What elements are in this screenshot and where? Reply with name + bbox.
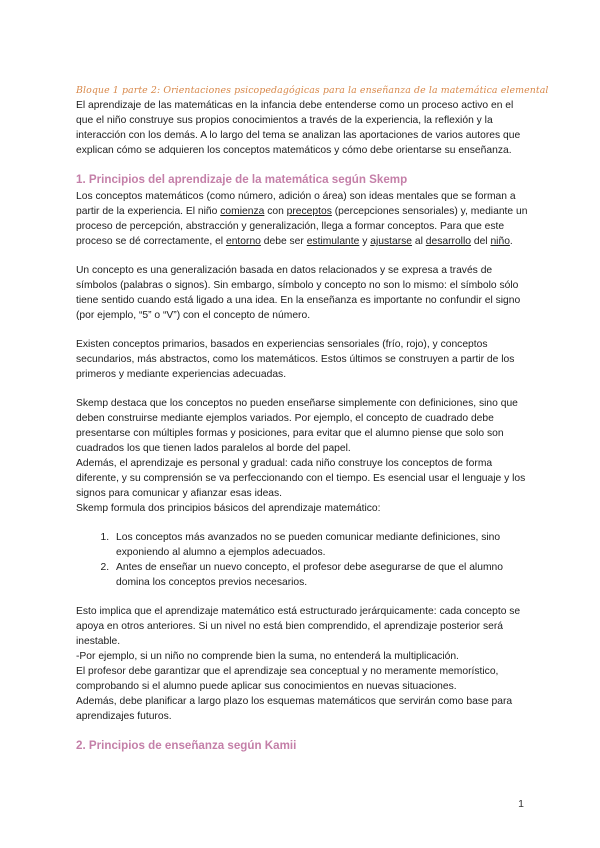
- section-1-title: 1. Principios del aprendizaje de la matemática según Skemp: [76, 173, 408, 186]
- section-1-paragraph-6: Skemp formula dos principios básicos del aprendizaje matemático:: [76, 503, 381, 514]
- list-item: 2. Antes de enseñar un nuevo concepto, el profesor debe asegurarse de que el alumno domina los conceptos previos necesarios.: [112, 560, 528, 590]
- section-1-paragraph-3: Existen conceptos primarios, basados en experiencias sensoriales (frío, rojo), y conceptos secundarios, más abstractos, como los matemáticos. Estos últimos se construyen a partir de los primeros y mediante experiencias adecuadas.: [76, 339, 515, 380]
- intro-paragraph: El aprendizaje de las matemáticas en la infancia debe entenderse como un proceso activo en el que el niño construye sus propios conocimientos a través de la experiencia, la reflexión y la interacción con los demás. A lo largo del tema se analizan las aportaciones de varios autores que explican cómo se adquieren los conceptos matemáticos y cómo debe orientarse su enseñanza.: [76, 100, 521, 156]
- section-2-title: 2. Principios de enseñanza según Kamii: [76, 739, 297, 752]
- document-header: Bloque 1 parte 2: Orientaciones psicopedagógicas para la enseñanza de la matemática elemental: [76, 85, 549, 96]
- section-1-paragraph-9: El profesor debe garantizar que el aprendizaje sea conceptual y no meramente memorístico, comprobando si el alumno puede aplicar sus conocimientos en nuevas situaciones.: [76, 666, 499, 692]
- underlined-word: entorno: [225, 236, 261, 247]
- section-1-paragraph-2: Un concepto es una generalización basada en datos relacionados y se expresa a través de símbolos (palabras o signos). Sin embargo, símbolo y concepto no son lo mismo: el símbolo sólo tiene sentido cuando está ligado a una idea. En la enseñanza es importante no confundir el signo (por ejemplo, “5” o “V”) con el concepto de número.: [76, 265, 521, 321]
- section-1-paragraph-4: Skemp destaca que los conceptos no pueden enseñarse simplemente con definiciones, sino que deben construirse mediante ejemplos variados. Por ejemplo, el concepto de cuadrado debe presentarse con múltiples formas y posiciones, para evitar que el alumno piense que solo son cuadrados los que tienen lados paralelos al borde del papel.: [76, 398, 518, 454]
- section-1-paragraph-5: Además, el aprendizaje es personal y gradual: cada niño construye los conceptos de forma diferente, y su comprensión se va perfeccionando con el tiempo. Es esencial usar el lenguaje y los signos para comunicar y afianzar esas ideas.: [76, 458, 526, 499]
- list-item: 1. Los conceptos más avanzados no se pueden comunicar mediante definiciones, sino exponiendo al alumno a ejemplos adecuados.: [112, 530, 528, 560]
- principles-list: [76, 530, 528, 590]
- section-1-paragraph-7: Esto implica que el aprendizaje matemático está estructurado jerárquicamente: cada concepto se apoya en otros anteriores. Si un nivel no está bien comprendido, el aprendizaje posterior será inestable.: [76, 606, 521, 647]
- page-number: 1: [518, 798, 524, 810]
- page-content: [76, 84, 549, 755]
- underlined-word: estimulante: [306, 236, 360, 247]
- underlined-word: preceptos: [286, 206, 332, 217]
- underlined-word: niño: [490, 236, 510, 247]
- underlined-word: ajustarse: [370, 236, 413, 247]
- underlined-word: desarrollo: [425, 236, 471, 247]
- section-1-paragraph-10: Además, debe planificar a largo plazo los esquemas matemáticos que servirán como base para aprendizajes futuros.: [76, 696, 513, 722]
- section-1-paragraph-1: Los conceptos matemáticos (como número, adición o área) son ideas mentales que se forman a partir de la experiencia. El niño comienza con preceptos (percepciones sensoriales) y, mediante un proceso de percepción, abstracción y generalización, llega a formar conceptos. Para que este proceso se dé correctamente, el entorno debe ser estimulante y ajustarse al desarrollo del niño.: [76, 191, 528, 247]
- underlined-word: comienza: [220, 206, 265, 217]
- section-1-example: -Por ejemplo, si un niño no comprende bien la suma, no entenderá la multiplicación.: [76, 651, 459, 662]
